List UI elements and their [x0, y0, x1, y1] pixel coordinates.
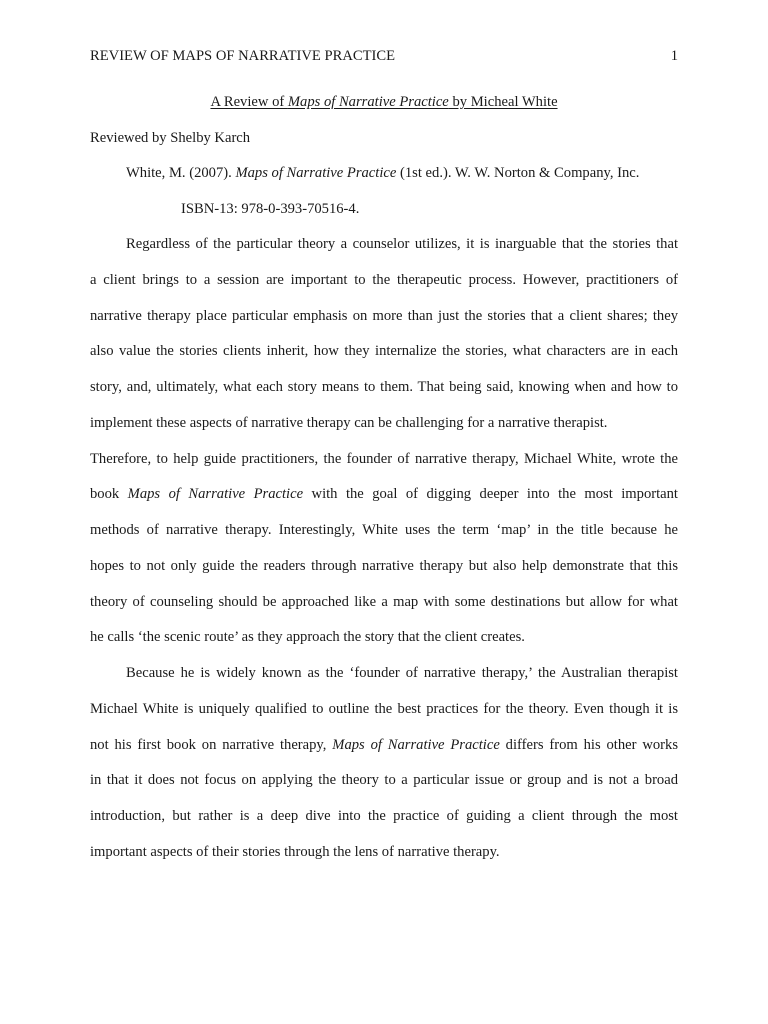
paragraph-line: important aspects of their stories through the lens of narrative therapy. — [90, 843, 500, 860]
review-title — [0, 93, 768, 111]
page-number: 1 — [670, 48, 678, 64]
paragraph-line: not his first book on narrative therapy, Maps of Narrative Practice differs from his other works — [90, 736, 678, 753]
citation — [126, 164, 639, 182]
paragraph-line: a client brings to a session are important to the therapeutic process. However, practitioners of — [90, 271, 678, 288]
running-head — [90, 47, 678, 65]
paragraph-line: hopes to not only guide the readers through narrative therapy but also help demonstrate that this — [90, 557, 678, 574]
paragraph-line: story, and, ultimately, what each story means to them. That being said, knowing when and how to — [90, 379, 678, 395]
review-title-suffix: by Micheal White — [448, 94, 558, 110]
inline-book-title: Maps of Narrative Practice — [332, 736, 500, 753]
paragraph-line: he calls ‘the scenic route’ as they approach the story that the client creates. — [90, 629, 525, 646]
paragraph-line: Therefore, to help guide practitioners, the founder of narrative therapy, Michael White, wrote the — [90, 450, 678, 467]
citation-publisher: (1st ed.). W. W. Norton & Company, Inc. — [396, 165, 640, 181]
citation-book-title: Maps of Narrative Practice — [235, 165, 397, 181]
paragraph-line: theory of counseling should be approached like a map with some destinations but allow for what — [90, 593, 678, 610]
running-head-title: REVIEW OF MAPS OF NARRATIVE PRACTICE — [90, 48, 396, 64]
paragraph-line: book Maps of Narrative Practice with the goal of digging deeper into the most important — [90, 486, 678, 503]
paragraph-line: Regardless of the particular theory a counselor utilizes, it is inarguable that the stories that — [126, 236, 678, 252]
citation-author-year: White, M. (2007). — [126, 165, 236, 181]
paragraph-line: implement these aspects of narrative therapy can be challenging for a narrative therapist. — [90, 414, 608, 431]
paragraph-line: Michael White is uniquely qualified to outline the best practices for the theory. Even though it is — [90, 700, 678, 717]
body-paragraph-2 — [90, 656, 678, 871]
paragraph-line: methods of narrative therapy. Interestingly, White uses the term ‘map’ in the title because he — [90, 522, 678, 538]
paragraph-line: narrative therapy place particular emphasis on more than just the stories that a client shares; they — [90, 307, 678, 324]
paragraph-line: in that it does not focus on applying the theory to a particular issue or group and is not a broad — [90, 772, 678, 789]
paragraph-line: introduction, but rather is a deep dive into the practice of guiding a client through the most — [90, 808, 678, 824]
citation-isbn: ISBN-13: 978-0-393-70516-4. — [181, 201, 360, 217]
inline-book-title: Maps of Narrative Practice — [127, 486, 304, 503]
paragraph-line: Because he is widely known as the ‘founder of narrative therapy,’ the Australian therapist — [126, 665, 678, 681]
paragraph-line: also value the stories clients inherit, how they internalize the stories, what characters are in each — [90, 343, 678, 360]
review-title-prefix: A Review of — [210, 94, 288, 110]
reviewer-line: Reviewed by Shelby Karch — [90, 130, 251, 146]
body-paragraph-1 — [90, 227, 678, 656]
review-title-book: Maps of Narrative Practice — [287, 94, 449, 110]
